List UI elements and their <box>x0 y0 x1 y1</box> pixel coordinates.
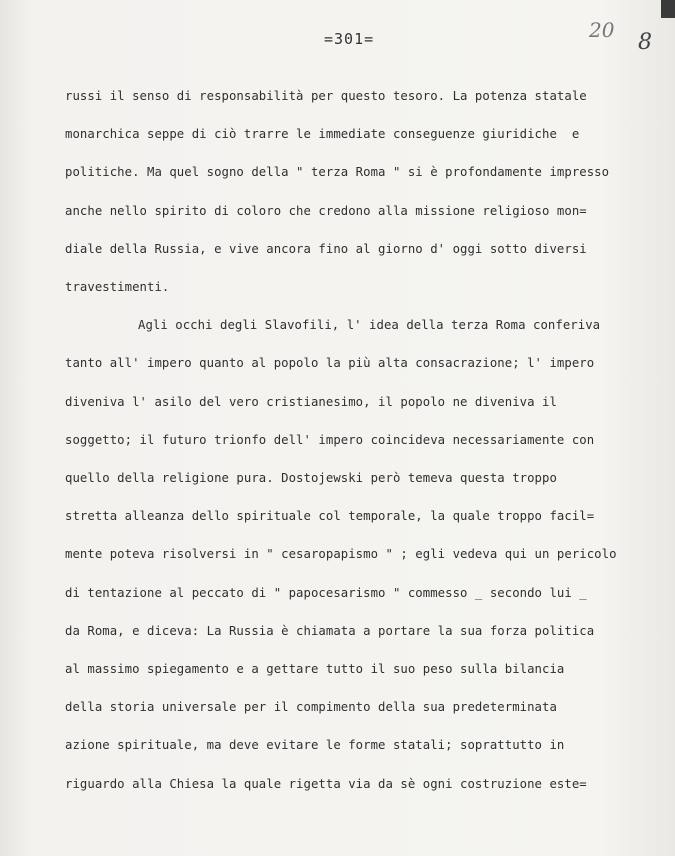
text-line: diale della Russia, e vive ancora fino al giorno d' oggi sotto diversi <box>65 242 587 256</box>
page-number: =301= <box>324 30 375 48</box>
folio-number-secondary: 8 <box>638 30 652 55</box>
text-line: diveniva l' asilo del vero cristianesimo, il popolo ne diveniva il <box>65 395 557 409</box>
text-line: soggetto; il futuro trionfo dell' impero coincideva necessariamente con <box>65 433 595 447</box>
text-line: riguardo alla Chiesa la quale rigetta via da sè ogni costruzione este= <box>65 777 587 791</box>
text-line: stretta alleanza dello spirituale col temporale, la quale troppo facil= <box>65 509 595 523</box>
folio-number-primary: 20 <box>589 18 615 42</box>
text-line: politiche. Ma quel sogno della " terza Roma " si è profondamente impresso <box>65 165 610 179</box>
text-line: Agli occhi degli Slavofili, l' idea della terza Roma conferiva <box>138 318 601 332</box>
text-line: anche nello spirito di coloro che credono alla missione religioso mon= <box>65 204 587 218</box>
text-line: al massimo spiegamento e a gettare tutto il suo peso sulla bilancia <box>65 662 565 676</box>
text-line: della storia universale per il compimento della sua predeterminata <box>65 700 557 714</box>
text-line: azione spirituale, ma deve evitare le forme statali; soprattutto in <box>65 738 565 752</box>
scan-edge-mark <box>661 0 675 18</box>
text-line: russi il senso di responsabilità per questo tesoro. La potenza statale <box>65 89 587 103</box>
text-line: travestimenti. <box>65 280 170 294</box>
text-line: mente poteva risolversi in " cesaropapismo " ; egli vedeva qui un pericolo <box>65 547 617 561</box>
text-line: tanto all' impero quanto al popolo la più alta consacrazione; l' impero <box>65 356 595 370</box>
text-line: monarchica seppe di ciò trarre le immediate conseguenze giuridiche e <box>65 127 580 141</box>
text-line: da Roma, e diceva: La Russia è chiamata a portare la sua forza politica <box>65 624 595 638</box>
text-line: di tentazione al peccato di " papocesarismo " commesso _ secondo lui _ <box>65 586 587 600</box>
text-line: quello della religione pura. Dostojewski però temeva questa troppo <box>65 471 557 485</box>
